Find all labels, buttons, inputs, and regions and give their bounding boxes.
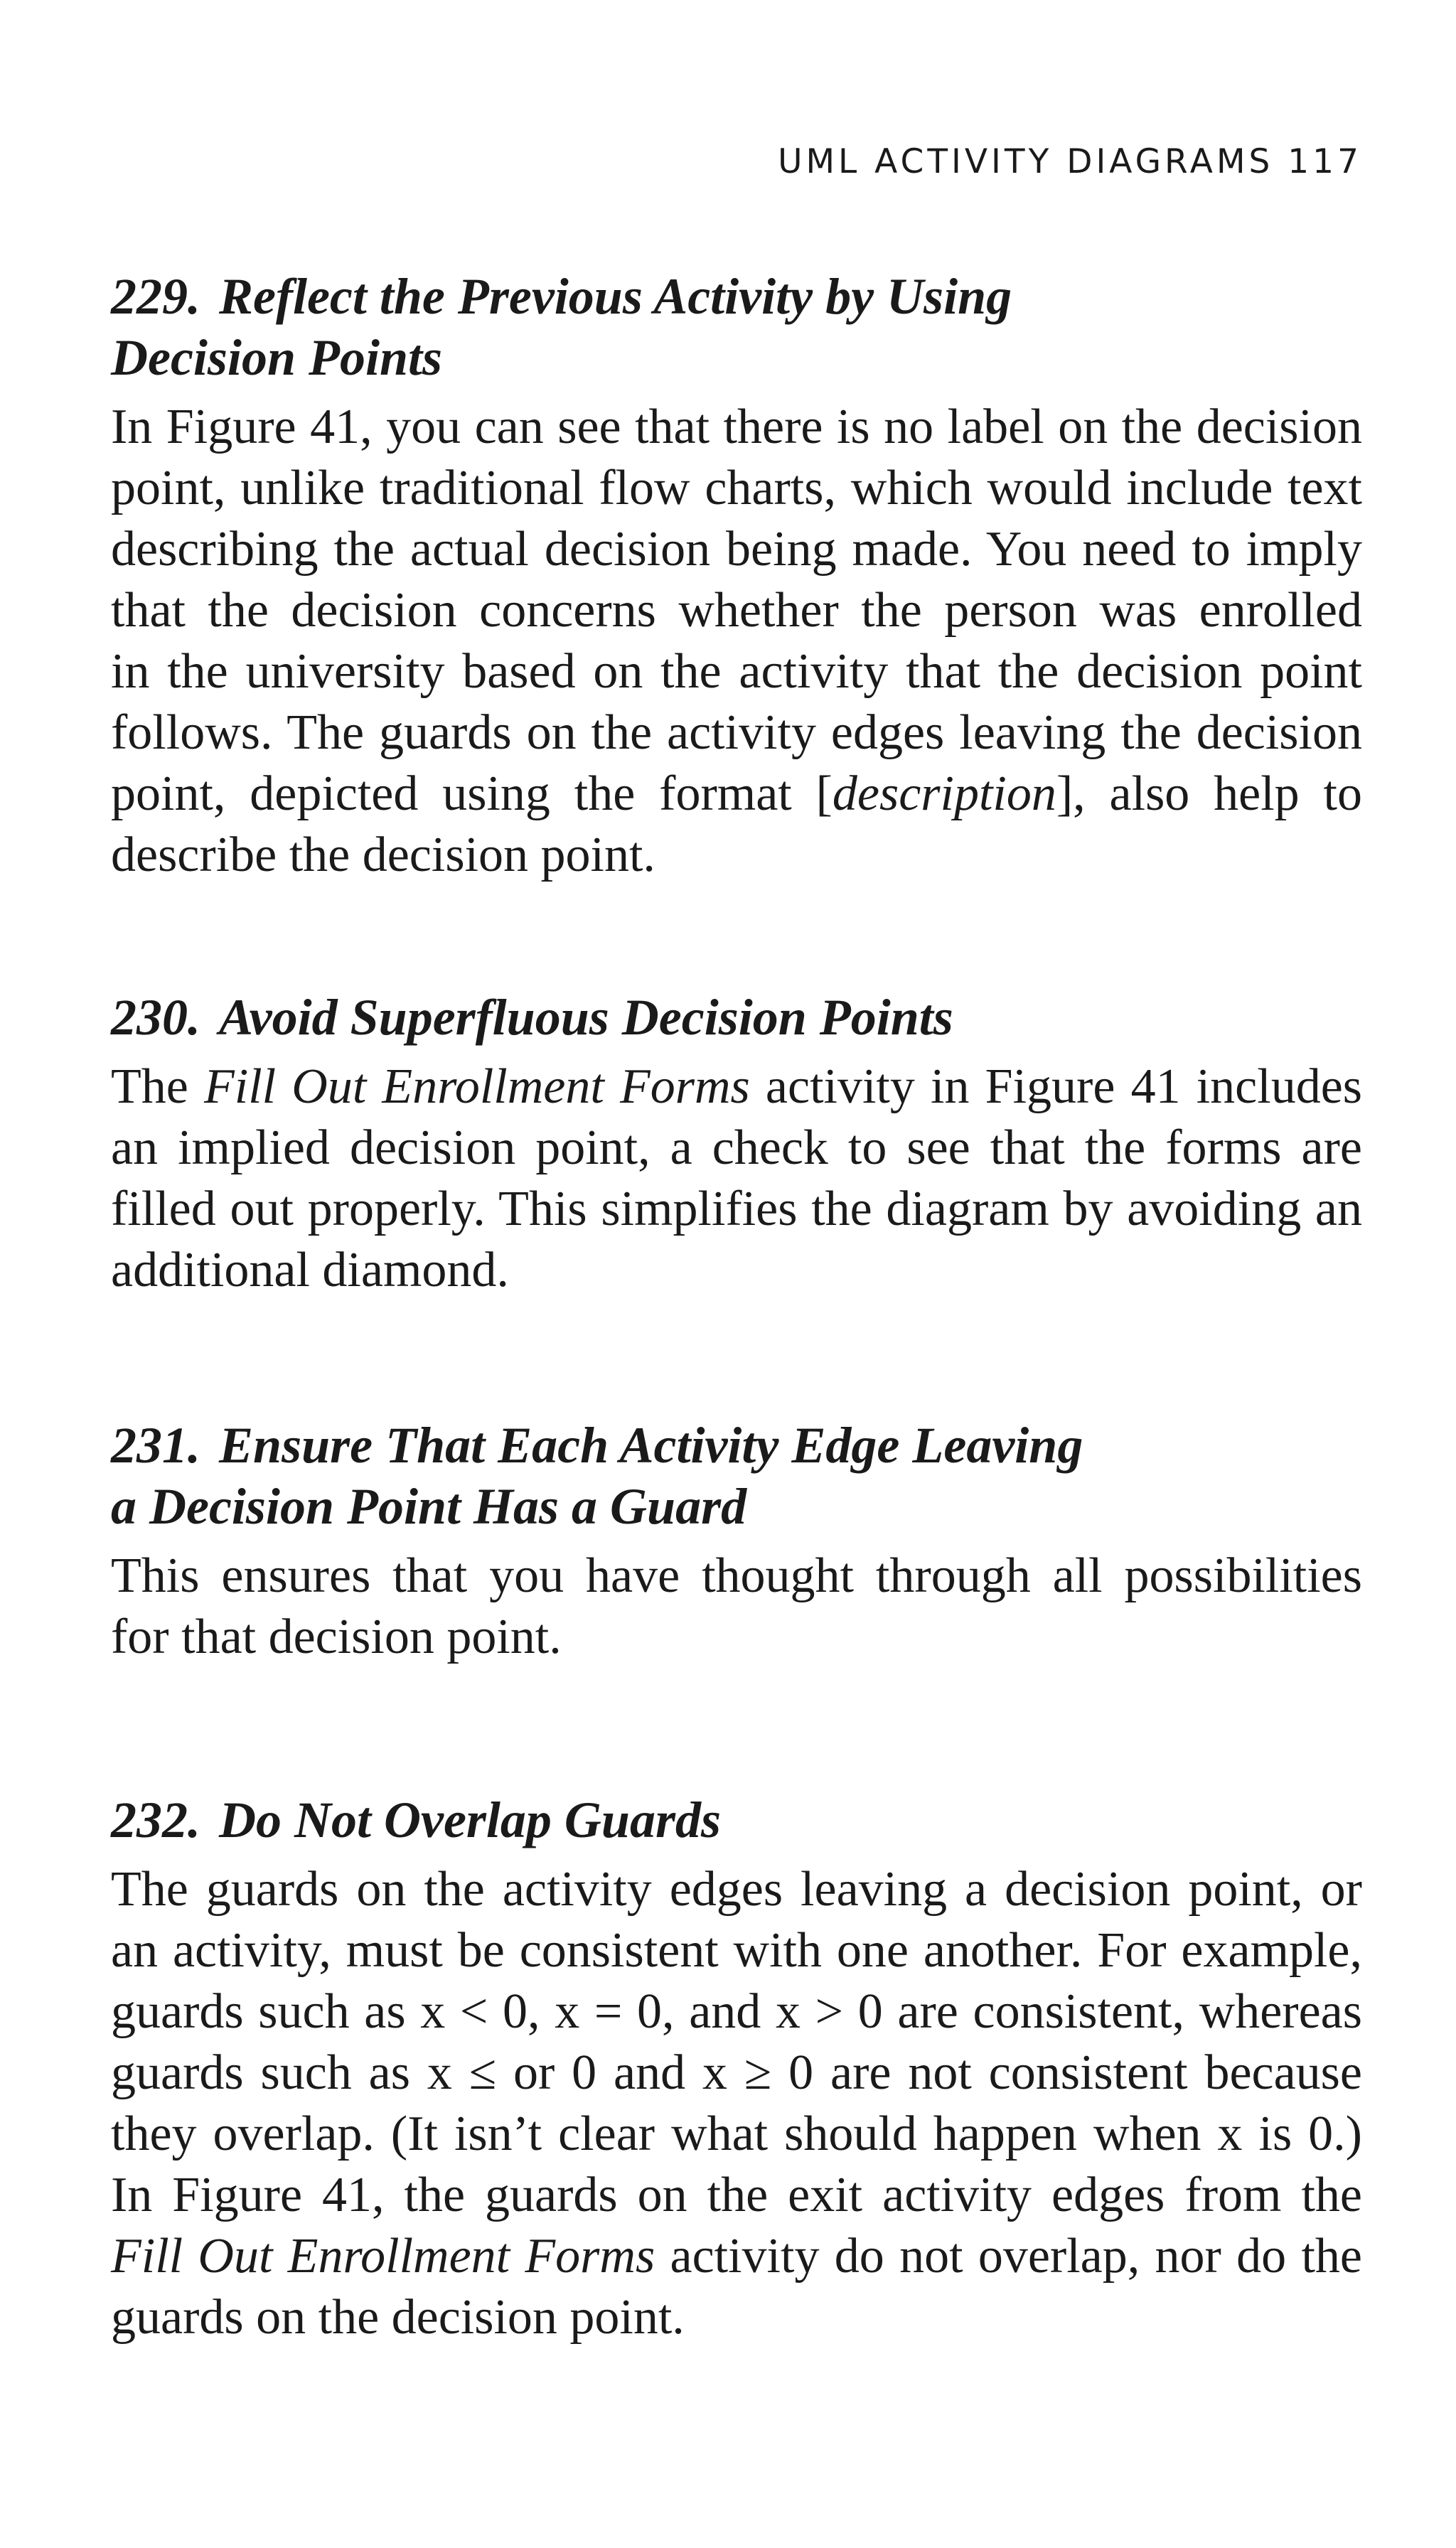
heading-line	[111, 1789, 1362, 1851]
body-line	[111, 1056, 1362, 1118]
section-body	[111, 397, 1362, 886]
heading-line	[111, 987, 1362, 1048]
heading-line: a Decision Point Has a Guard	[111, 1478, 747, 1535]
body-text: ], also help to	[1056, 766, 1362, 821]
section-number: 232.	[111, 1792, 200, 1848]
body-line: guards such as x < 0, x = 0, and x > 0 are consistent, whereas	[111, 1984, 1362, 2039]
heading-line	[111, 1415, 1362, 1476]
section-230	[111, 987, 1362, 1301]
italic-term: description	[832, 766, 1056, 821]
body-line: follows. The guards on the activity edges leaving the decision	[111, 705, 1362, 760]
body-text: activity in Figure 41 includes	[749, 1059, 1363, 1114]
body-line: for that decision point.	[111, 1610, 562, 1664]
body-line: an implied decision point, a check to see that the forms are	[111, 1120, 1362, 1175]
section-body	[111, 1056, 1362, 1301]
heading-text: Ensure That Each Activity Edge Leaving	[219, 1417, 1083, 1474]
italic-term: Fill Out Enrollment Forms	[111, 2229, 655, 2284]
section-number: 230.	[111, 989, 200, 1046]
body-line: in the university based on the activity that the decision point	[111, 644, 1362, 699]
heading-line: Decision Points	[111, 329, 443, 386]
body-line: In Figure 41, the guards on the exit activity edges from the	[111, 2168, 1362, 2222]
body-line: guards such as x ≤ or 0 and x ≥ 0 are not consistent because	[111, 2045, 1362, 2100]
body-line: an activity, must be consistent with one another. For example,	[111, 1923, 1362, 1978]
section-heading	[111, 987, 1362, 1048]
section-231	[111, 1415, 1362, 1668]
body-text: activity do not overlap, nor do the	[655, 2229, 1362, 2284]
body-line: This ensures that you have thought through all possibilities	[111, 1548, 1362, 1603]
body-line: guards on the decision point.	[111, 2290, 685, 2345]
body-line: that the decision concerns whether the person was enrolled	[111, 583, 1362, 638]
body-text: The	[111, 1059, 204, 1114]
body-line: describing the actual decision being made. You need to imply	[111, 522, 1362, 577]
section-heading	[111, 266, 1362, 388]
heading-line	[111, 266, 1362, 327]
heading-text: Avoid Superfluous Decision Points	[219, 989, 953, 1046]
heading-text: Reflect the Previous Activity by Using	[219, 268, 1012, 325]
section-229	[111, 266, 1362, 886]
body-line: The guards on the activity edges leaving a decision point, or	[111, 1862, 1362, 1917]
body-text: point, depicted using the format [	[111, 766, 833, 821]
body-line	[111, 764, 1362, 825]
section-number: 231.	[111, 1417, 200, 1474]
body-line: they overlap. (It isn’t clear what should happen when x is 0.)	[111, 2107, 1362, 2161]
body-line: describe the decision point.	[111, 828, 655, 882]
heading-text: Do Not Overlap Guards	[219, 1792, 722, 1848]
body-line	[111, 2226, 1362, 2287]
body-line: In Figure 41, you can see that there is no label on the decision	[111, 400, 1362, 454]
section-heading	[111, 1789, 1362, 1851]
section-body	[111, 1859, 1362, 2348]
section-number: 229.	[111, 268, 200, 325]
body-line: additional diamond.	[111, 1243, 509, 1297]
section-body	[111, 1546, 1362, 1668]
italic-term: Fill Out Enrollment Forms	[204, 1059, 750, 1114]
body-line: filled out properly. This simplifies the diagram by avoiding an	[111, 1182, 1362, 1236]
running-head: UML ACTIVITY DIAGRAMS 117	[778, 142, 1362, 181]
body-line: point, unlike traditional flow charts, which would include text	[111, 461, 1362, 515]
section-232	[111, 1789, 1362, 2348]
section-heading	[111, 1415, 1362, 1537]
